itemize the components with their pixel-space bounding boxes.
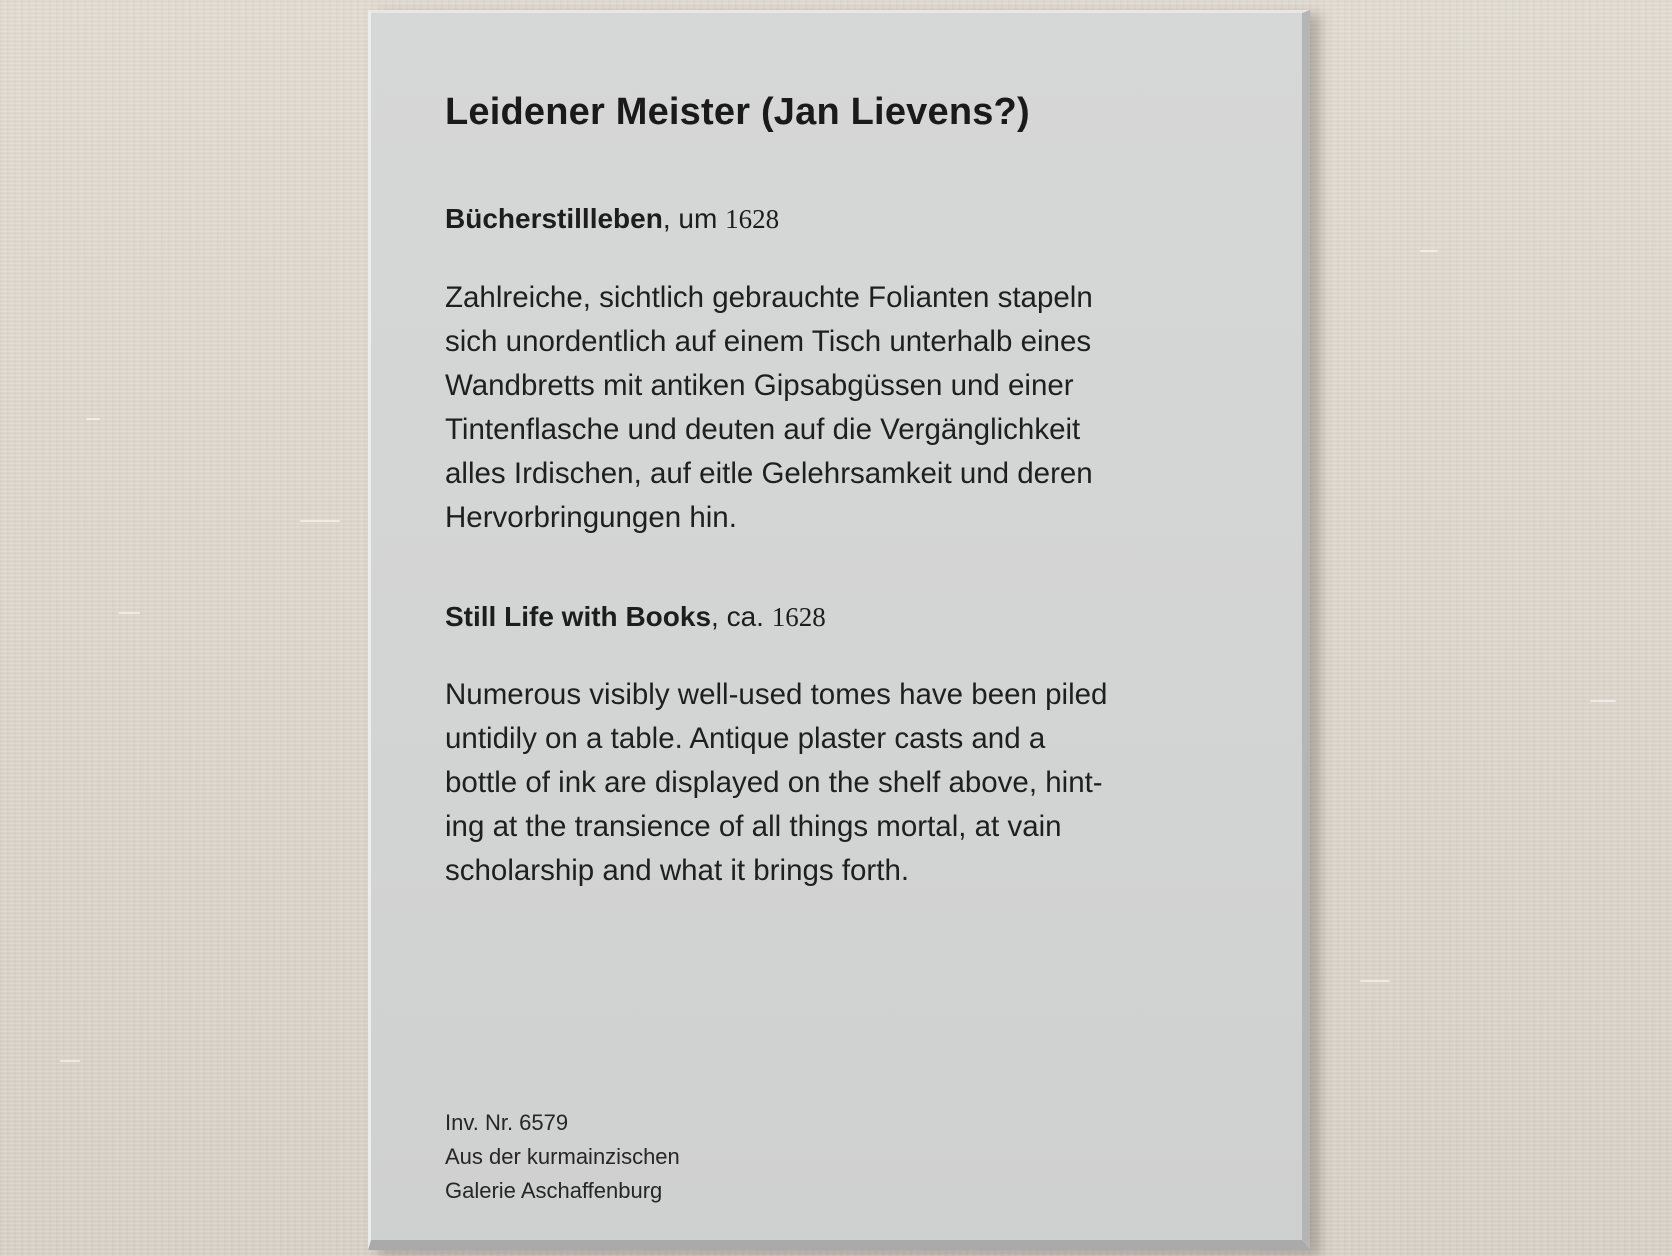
description-german-line: Zahlreiche, sichtlich gebrauchte Folianten stapeln (445, 281, 1093, 314)
description-german (445, 276, 1225, 540)
date-german-prefix: um (678, 203, 726, 234)
description-german-line: alles Irdischen, auf eitle Gelehrsamkeit und deren (445, 457, 1093, 490)
wall-fleck (118, 612, 140, 614)
wall-fleck (300, 520, 340, 522)
description-german-line: sich unordentlich auf einem Tisch unterhalb eines (445, 325, 1092, 358)
wall-fleck (60, 1060, 80, 1062)
date-english-year: 1628 (771, 602, 826, 632)
title-english-separator: , (711, 601, 727, 632)
date-german-year: 1628 (725, 204, 780, 234)
artist-name: Leidener Meister (Jan Lievens?) (445, 91, 1030, 133)
artwork-title-english (445, 601, 1225, 633)
description-english (445, 673, 1225, 893)
title-german-separator: , (662, 203, 679, 234)
inventory-number: Inv. Nr. 6579 (445, 1110, 569, 1135)
description-german-line: Hervorbringungen hin. (445, 501, 737, 534)
museum-label-plaque (368, 10, 1310, 1250)
wall-fleck (1590, 700, 1616, 702)
description-german-line: Tintenflasche und deuten auf die Vergänglichkeit (445, 413, 1081, 446)
provenance-line: Aus der kurmainzischen (445, 1144, 680, 1169)
provenance-line: Galerie Aschaffenburg (445, 1178, 663, 1203)
title-german-text: Bücherstillleben (445, 203, 663, 234)
description-german-line: Wandbretts mit antiken Gipsabgüssen und einer (445, 369, 1074, 402)
title-english-text: Still Life with Books (445, 601, 712, 632)
date-english-prefix: ca. (726, 601, 772, 632)
artwork-title-german (445, 203, 1225, 235)
wall-fleck (86, 418, 100, 420)
inventory-footer (445, 1106, 1225, 1208)
description-english-line: untidily on a table. Antique plaster casts and a (445, 722, 1046, 755)
wall-fleck (1360, 980, 1390, 982)
description-english-line: scholarship and what it brings forth. (445, 854, 910, 887)
description-english-line: Numerous visibly well-used tomes have been piled (445, 678, 1108, 711)
description-english-line: ing at the transience of all things mortal, at vain (445, 810, 1062, 843)
description-english-line: bottle of ink are displayed on the shelf above, hint- (445, 766, 1103, 799)
wall-fleck (1420, 250, 1438, 252)
